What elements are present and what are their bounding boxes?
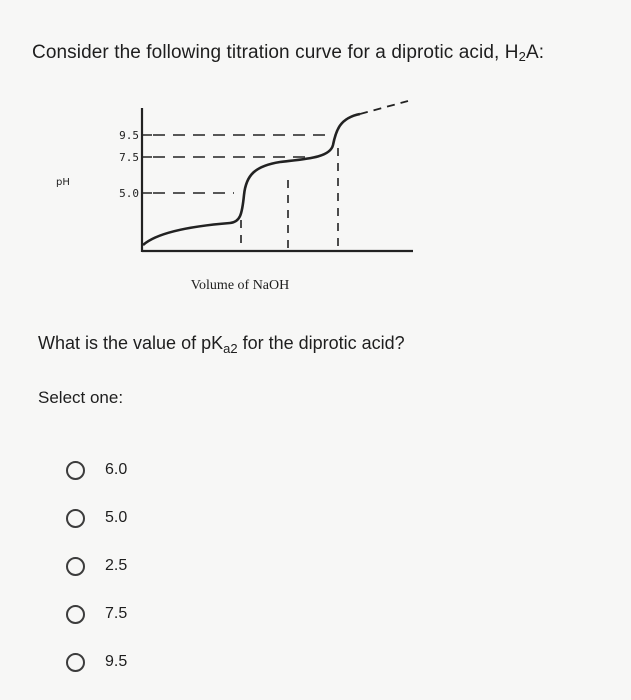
option-6-0[interactable] (66, 446, 127, 494)
option-label: 7.5 (105, 605, 128, 622)
option-9-5[interactable] (66, 638, 127, 686)
y-tick-label-5-0: 5.0 (119, 187, 139, 200)
prompt-text-main: What is the value of pK (38, 333, 224, 353)
option-label: 9.5 (105, 653, 128, 670)
y-axis-label: pH (56, 177, 70, 188)
option-label: 2.5 (105, 557, 128, 574)
y-tick-label-7-5: 7.5 (119, 151, 139, 164)
option-label: 5.0 (105, 509, 128, 526)
prompt-text (38, 333, 405, 356)
question-text-main: Consider the following titration curve for a diprotic acid, H (32, 42, 519, 63)
prompt-subscript: a2 (223, 341, 238, 356)
option-2-5[interactable] (66, 542, 127, 590)
radio-button-icon[interactable] (66, 605, 85, 624)
radio-button-icon[interactable] (66, 509, 85, 528)
question-text (32, 42, 544, 64)
titration-curve-chart (0, 90, 631, 310)
x-axis-label: Volume of NaOH (190, 278, 290, 293)
radio-button-icon[interactable] (66, 557, 85, 576)
titration-curve-tail (360, 101, 408, 114)
option-7-5[interactable] (66, 590, 127, 638)
radio-button-icon[interactable] (66, 461, 85, 480)
y-tick-label-9-5: 9.5 (119, 129, 139, 142)
question-text-end: A: (525, 42, 545, 63)
option-5-0[interactable] (66, 494, 127, 542)
question-subscript: 2 (518, 49, 526, 64)
option-label: 6.0 (105, 461, 128, 478)
titration-curve (143, 114, 360, 245)
radio-button-icon[interactable] (66, 653, 85, 672)
select-label: Select one: (38, 388, 124, 407)
prompt-text-end: for the diprotic acid? (237, 333, 405, 353)
answer-options (66, 446, 127, 686)
